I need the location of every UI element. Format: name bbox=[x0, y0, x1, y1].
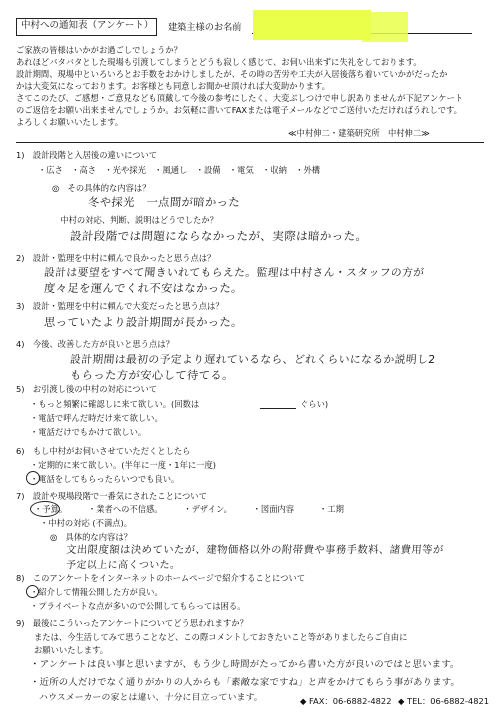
intro-line-1: ご家族の皆様はいかがお過ごしでしょうか？ bbox=[16, 45, 182, 55]
name-redaction-highlight-2 bbox=[362, 12, 408, 42]
fax-bullet-icon: ◆ bbox=[300, 696, 310, 706]
q7-answer-2: 予定以上に高くついた。 bbox=[65, 560, 181, 571]
q5-option-2: ・電話で呼んだ時だけ来て欲しい。 bbox=[30, 413, 163, 423]
q6-option-1: ・定期的に来て欲しい。(半年に一度・1年に一度) bbox=[30, 460, 216, 470]
intro-line-5: さてこのたび、ご感想・ご意見なども頂戴して今後の参考にしたく、大変ぶしつけで申し訳ありませんが下記アンケート bbox=[16, 93, 464, 103]
q6-title: 6) もし中村がお伺いさせていただくとしたら bbox=[16, 446, 191, 456]
q9-description-1: または、今生活してみて思うことなど、この際コメントしておきたいこと等がありましたらご自由に bbox=[34, 632, 408, 642]
intro-line-6: のご返信をお願い出来ませんでしょうか。お気軽に書いてFAXまたは電子メールなどでご送付いただければうれしです。 bbox=[16, 105, 462, 115]
q3-answer-1: 思っていたより設計期間が長かった。 bbox=[43, 316, 244, 329]
q8-option-1: ・紹介して情報公開した方が良い。 bbox=[30, 587, 163, 597]
q2-answer-1: 設計は要望をすべて聞きいれてもらえた。監理は中村さん・スタッフの方が bbox=[43, 266, 425, 279]
intro-line-4: かは大変気になっております。お客様とも同意しお聞かせ頂ければ大変助かります。 bbox=[16, 81, 330, 91]
intro-line-3: 設計期間、現場中といろいろとお手数をおかけしましたが、その時の苦労や工夫が入居後落ち着いていかがだったか bbox=[16, 69, 448, 79]
q8-title: 8) このアンケートをインターネットのホームページで紹介することについて bbox=[16, 573, 306, 583]
q7-title: 7) 設計や現場段階で一番気にされたことについて bbox=[16, 491, 207, 501]
footer-fax bbox=[300, 696, 391, 707]
q9-title: 9) 最後にこういったアンケートについてどう思われますか？ bbox=[16, 618, 248, 628]
intro-line-7: よろしくお願いいたします。 bbox=[16, 117, 124, 127]
intro-line-2: あれほどバタバタとした現場も引渡してしまうとどうも寂しく感じて、お伺い出来ずに失礼をしております。 bbox=[16, 57, 422, 67]
q5-option-1: ・もっと頻繁に確認しに来て欲しい。(回数は bbox=[30, 399, 200, 409]
q5-option-1-tail: ぐらい) bbox=[300, 399, 329, 409]
q2-answer-2: 度々足を運んでくれ不安はなかった。 bbox=[43, 282, 244, 295]
tel-number: TEL：06-6882-4821 bbox=[407, 696, 490, 706]
q9-answer-3: ハウスメーカーの家とは違い、十分に目立っています。 bbox=[29, 693, 264, 703]
q5-option-3: ・電話だけでもかけて欲しい。 bbox=[30, 427, 147, 437]
q9-description-2: お願いいたします。 bbox=[34, 645, 109, 655]
q7-sub1: ・中村の対応 (不満点)。 bbox=[40, 518, 133, 528]
q6-option-2: ・電話をしてもらったらいつでも良い。 bbox=[30, 474, 180, 484]
q1-title: 1) 設計段階と入居後の違いについて bbox=[16, 150, 158, 160]
footer-tel bbox=[398, 696, 489, 707]
document-title: 中村への通知表（アンケート） bbox=[21, 20, 154, 31]
q5-title: 5) お引渡し後の中村の対応について bbox=[16, 384, 158, 394]
q1-answer-1: 冬や採光 一点間が暗かった bbox=[87, 196, 241, 209]
q3-title: 3) 設計・監理を中村に頼んで大変だったと思う点は？ bbox=[16, 301, 224, 311]
name-redaction-highlight bbox=[253, 10, 371, 40]
q1-answer-2: 設計段階では問題にならなかったが、実際は暗かった。 bbox=[69, 229, 369, 243]
q7-sub2: ◎ 具体的な内容は？ bbox=[50, 532, 132, 542]
signature: ≪中村伸二・建築研究所 中村伸二≫ bbox=[288, 128, 430, 138]
q8-option-2: ・プライベートな点が多いので公開してもらっては困る。 bbox=[30, 601, 246, 611]
q4-answer-2: もらった方が安心して待てる。 bbox=[69, 369, 235, 382]
tel-bullet-icon: ◆ bbox=[398, 696, 408, 706]
q9-answer-2: ・近所の人だけでなく通りがかりの人からも「素敵な家ですね」と声をかけてもらう事があります。 bbox=[29, 677, 461, 688]
divider bbox=[16, 142, 484, 143]
q1-items: ・広さ ・高さ ・光や採光 ・風通し ・設備 ・電気 ・収納 ・外構 bbox=[38, 165, 321, 175]
q2-title: 2) 設計・監理を中村に頼んで良かったと思う点は？ bbox=[16, 253, 216, 263]
q1-sub2: 中村の対応、判断、説明はどうでしたか？ bbox=[52, 215, 218, 225]
q4-answer-1: 設計期間は最初の予定より遅れているなら、どれくらいになるか説明し2 bbox=[69, 353, 437, 366]
title-box bbox=[16, 18, 157, 36]
q7-items: ・予算。 ・業者への不信感。 ・デザイン。 ・図面内容 ・工期 bbox=[34, 504, 344, 514]
q4-title: 4) 今後、改善した方が良いと思う点は？ bbox=[16, 339, 174, 349]
q1-sub1: ◎ その具体的な内容は？ bbox=[52, 183, 151, 193]
name-label: 建築主様のお名前 bbox=[168, 22, 242, 33]
q7-answer-1: 文出限度額は決めていたが、建物価格以外の附帯費や事務手数料、諸費用等が bbox=[65, 544, 445, 556]
q9-answer-1: ・アンケートは良い事と思いますが、もう少し時間がたってから書いた方が良いのではと思います。 bbox=[29, 659, 460, 670]
fax-number: FAX：06-6882-4822 bbox=[309, 696, 392, 706]
q5-count-blank bbox=[260, 408, 296, 409]
